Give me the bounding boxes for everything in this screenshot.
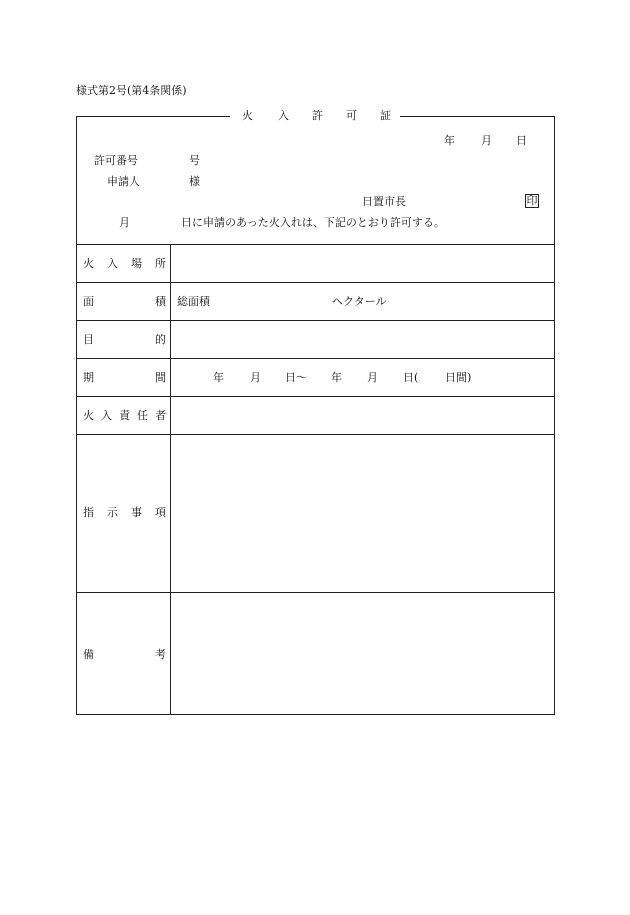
period-month-2: 月 [367,371,378,384]
label-char: 火 [83,257,94,270]
title-char: 証 [380,109,391,122]
area-unit: ヘクタール [332,295,387,308]
label-char: 入 [107,257,118,270]
period-days: 日間) [445,371,472,384]
purpose-label [83,333,166,347]
label-char: 期 [83,371,94,384]
period-month-1: 月 [250,371,261,384]
period-year-2: 年 [331,371,342,384]
row-divider [76,434,555,435]
label-char: 入 [101,409,112,422]
instructions-label [83,506,166,520]
period-year-1: 年 [213,371,224,384]
title-char: 許 [312,109,323,122]
label-char: 場 [131,257,142,270]
label-char: 面 [83,295,94,308]
label-char: 的 [155,333,166,346]
applicant-suffix: 様 [189,175,200,188]
permit-title [230,108,400,124]
form-number: 様式第2号(第4条関係) [76,84,187,97]
label-char: 考 [155,648,166,661]
seal-mark: 印 [526,194,538,207]
applicant-label: 申請人 [107,175,140,188]
date-month: 月 [481,134,492,147]
row-divider [76,244,555,245]
column-divider [170,244,171,715]
label-char: 項 [155,506,166,519]
label-char: 積 [155,295,166,308]
total-area-label: 総面積 [177,295,210,308]
statement-month: 月 [119,216,130,229]
title-char: 火 [242,109,253,122]
statement-text: 日に申請のあった火入れは、下記のとおり許可する。 [181,216,445,229]
label-char: 任 [137,409,148,422]
date-day: 日 [516,134,527,147]
label-char: 事 [131,506,142,519]
permit-number-label: 許可番号 [94,154,138,167]
label-char: 目 [83,333,94,346]
title-char: 入 [278,109,289,122]
period-day-2: 日( [403,371,419,384]
row-divider [76,282,555,283]
row-divider [76,358,555,359]
label-char: 所 [155,257,166,270]
remarks-label [83,648,166,662]
period-day-1: 日〜 [285,371,307,384]
row-divider [76,396,555,397]
period-label [83,371,166,385]
issuer-name: 日置市長 [362,195,406,208]
permit-number-suffix: 号 [189,154,200,167]
label-char: 指 [83,506,94,519]
title-char: 可 [346,109,357,122]
label-char: 間 [155,371,166,384]
date-year: 年 [444,134,455,147]
label-char: 責 [119,409,130,422]
label-char: 示 [107,506,118,519]
row-divider [76,320,555,321]
area-label [83,295,166,309]
row-divider [76,592,555,593]
responsible-person-label [83,409,166,423]
location-label [83,257,166,271]
label-char: 者 [155,409,166,422]
label-char: 火 [83,409,94,422]
label-char: 備 [83,648,94,661]
